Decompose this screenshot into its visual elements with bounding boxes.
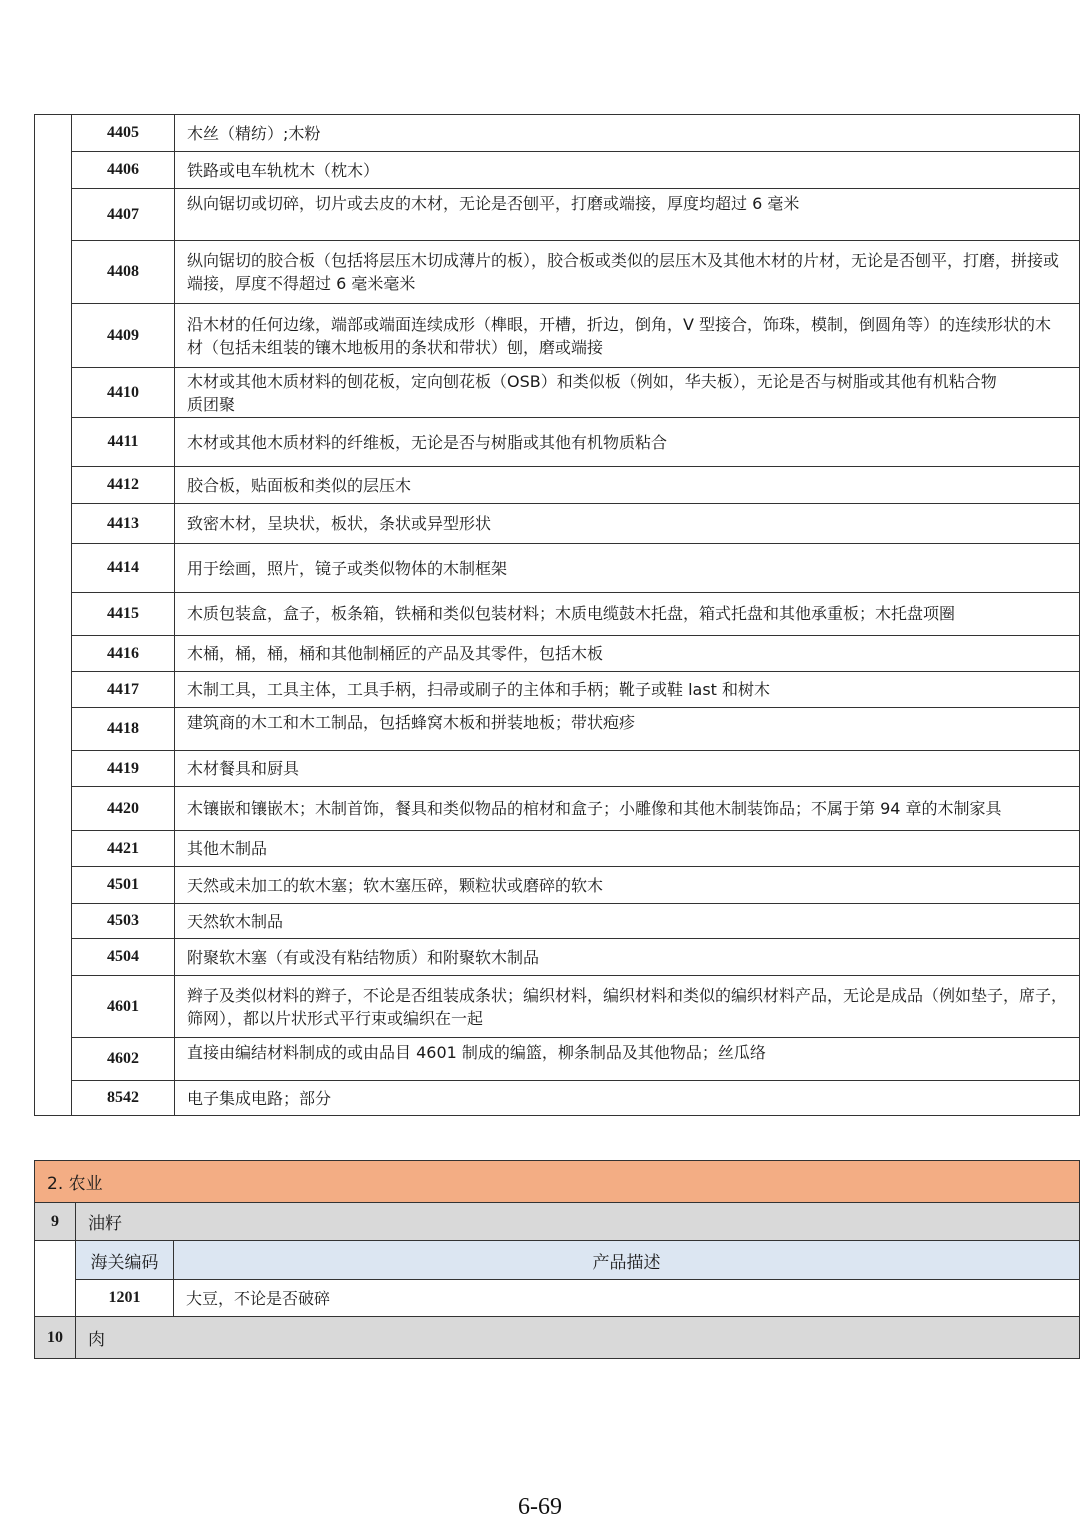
table-row [35, 368, 1080, 418]
section-title: 2. 农业 [35, 1161, 1080, 1203]
group-spacer-cell [35, 1241, 76, 1317]
product-description: 其他木制品 [175, 831, 1080, 867]
product-description: 木镶嵌和镶嵌木；木制首饰，餐具和类似物品的棺材和盒子；小雕像和其他木制装饰品；不属于第 94 章的木制家具 [175, 787, 1080, 831]
product-description: 木桶，桶，桶，桶和其他制桶匠的产品及其零件，包括木板 [175, 636, 1080, 672]
hs-code: 4601 [72, 976, 175, 1038]
tariff-table [34, 114, 1080, 1116]
product-description: 致密木材，呈块状，板状，条状或异型形状 [175, 504, 1080, 544]
product-description: 直接由编结材料制成的或由品目 4601 制成的编篮，柳条制品及其他物品；丝瓜络 [175, 1038, 1080, 1081]
table-row [35, 831, 1080, 867]
product-description: 胶合板，贴面板和类似的层压木 [175, 467, 1080, 504]
product-description: 铁路或电车轨枕木（枕木） [175, 152, 1080, 189]
hs-code: 4417 [72, 672, 175, 708]
hs-code: 4501 [72, 867, 175, 904]
hs-code: 4503 [72, 904, 175, 939]
hs-code: 4504 [72, 939, 175, 976]
product-description: 木材餐具和厨具 [175, 751, 1080, 787]
table-row [35, 867, 1080, 904]
hs-code: 4416 [72, 636, 175, 672]
product-description: 用于绘画，照片，镜子或类似物体的木制框架 [175, 544, 1080, 593]
product-description: 纵向锯切或切碎，切片或去皮的木材，无论是否刨平，打磨或端接，厚度均超过 6 毫米 [175, 189, 1080, 241]
table-row [35, 593, 1080, 636]
hs-code: 4602 [72, 1038, 175, 1081]
product-description: 天然或未加工的软木塞；软木塞压碎，颗粒状或磨碎的软木 [175, 867, 1080, 904]
group-number: 10 [35, 1317, 76, 1359]
hs-code: 4405 [72, 115, 175, 152]
table-row [35, 152, 1080, 189]
hs-code: 4409 [72, 304, 175, 368]
group-spacer-cell [35, 115, 72, 1116]
hs-code: 4406 [72, 152, 175, 189]
group-number: 9 [35, 1203, 76, 1241]
table-row [35, 708, 1080, 751]
column-header-code: 海关编码 [76, 1241, 174, 1280]
group-label: 肉 [76, 1317, 1080, 1359]
section-header-row [35, 1161, 1080, 1203]
table-row [35, 467, 1080, 504]
table-row [35, 787, 1080, 831]
hs-code: 4413 [72, 504, 175, 544]
hs-code: 4420 [72, 787, 175, 831]
product-description: 木质包装盒，盒子，板条箱，铁桶和类似包装材料；木质电缆鼓木托盘，箱式托盘和其他承重板；木托盘项圈 [175, 593, 1080, 636]
table-row [35, 115, 1080, 152]
hs-code: 4421 [72, 831, 175, 867]
product-description: 天然软木制品 [175, 904, 1080, 939]
agriculture-table [34, 1160, 1080, 1359]
hs-code: 4419 [72, 751, 175, 787]
product-description: 纵向锯切的胶合板（包括将层压木切成薄片的板），胶合板或类似的层压木及其他木材的片材，无论是否刨平，打磨，拼接或端接，厚度不得超过 6 毫米毫米 [175, 241, 1080, 304]
table-row [35, 976, 1080, 1038]
hs-code: 8542 [72, 1081, 175, 1116]
tariff-table-body [35, 115, 1080, 1116]
product-description: 建筑商的木工和木工制品，包括蜂窝木板和拼装地板；带状疱疹 [175, 708, 1080, 751]
hs-code: 4411 [72, 418, 175, 467]
table-row [35, 939, 1080, 976]
table-row [35, 1280, 1080, 1317]
group-label: 油籽 [76, 1203, 1080, 1241]
table-row [35, 672, 1080, 708]
hs-code: 4412 [72, 467, 175, 504]
table-row [35, 636, 1080, 672]
group-row-meat [35, 1317, 1080, 1359]
hs-code: 4415 [72, 593, 175, 636]
table-row [35, 189, 1080, 241]
product-description: 辫子及类似材料的辫子，不论是否组装成条状；编织材料，编织材料和类似的编织材料产品，无论是成品（例如垫子，席子，筛网），都以片状形式平行束或编织在一起 [175, 976, 1080, 1038]
product-description: 沿木材的任何边缘，端部或端面连续成形（榫眼，开槽，折边，倒角，V 型接合，饰珠，模制，倒圆角等）的连续形状的木材（包括未组装的镶木地板用的条状和带状）刨，磨或端接 [175, 304, 1080, 368]
hs-code: 4408 [72, 241, 175, 304]
table-row [35, 904, 1080, 939]
hs-code: 4414 [72, 544, 175, 593]
product-description: 电子集成电路；部分 [175, 1081, 1080, 1116]
hs-code: 4407 [72, 189, 175, 241]
column-header-row [35, 1241, 1080, 1280]
table-row [35, 504, 1080, 544]
table-row [35, 1038, 1080, 1081]
page-number: 6-69 [518, 1494, 562, 1520]
table-row [35, 1081, 1080, 1116]
hs-code: 4410 [72, 368, 175, 418]
hs-code: 1201 [76, 1280, 174, 1317]
product-description: 木制工具，工具主体，工具手柄，扫帚或刷子的主体和手柄；靴子或鞋 last 和树木 [175, 672, 1080, 708]
table-row [35, 418, 1080, 467]
group-row-oilseeds [35, 1203, 1080, 1241]
hs-code: 4418 [72, 708, 175, 751]
product-description: 木材或其他木质材料的纤维板，无论是否与树脂或其他有机物质粘合 [175, 418, 1080, 467]
table-row [35, 751, 1080, 787]
product-description: 大豆，不论是否破碎 [174, 1280, 1080, 1317]
product-description: 木丝（精纺）;木粉 [175, 115, 1080, 152]
table-row [35, 544, 1080, 593]
table-row [35, 304, 1080, 368]
product-description: 木材或其他木质材料的刨花板，定向刨花板（OSB）和类似板（例如，华夫板），无论是否与树脂或其他有机粘合物质团聚 [175, 368, 1080, 418]
product-description: 附聚软木塞（有或没有粘结物质）和附聚软木制品 [175, 939, 1080, 976]
column-header-description: 产品描述 [174, 1241, 1080, 1280]
table-row [35, 241, 1080, 304]
